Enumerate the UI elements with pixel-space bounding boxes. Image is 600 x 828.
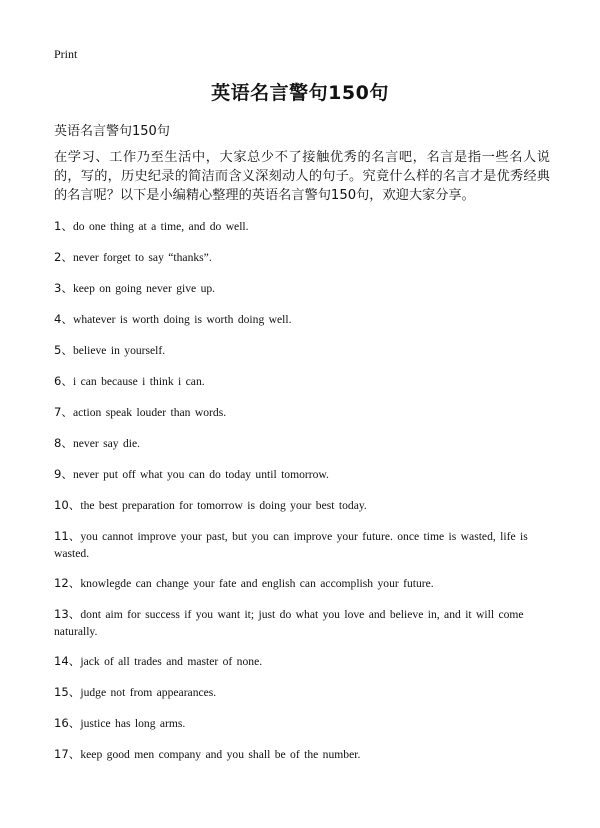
quote-text: keep on going never give up.	[72, 282, 216, 295]
quote-number: 10、	[54, 498, 81, 512]
quote-text: knowlegde can change your fate and english can accomplish your future.	[80, 577, 434, 590]
quote-number: 16、	[54, 716, 81, 730]
print-label: Print	[54, 47, 78, 61]
quote-text: action speak louder than words.	[72, 406, 227, 419]
intro-paragraph: 在学习、工作乃至生活中，大家总少不了接触优秀的名言吧，名言是指一些名人说的，写的，历史纪录的简洁而含义深刻动人的句子。究竟什么样的名言才是优秀经典的名言呢？以下是小编精心整理的英语名言警句150句，欢迎大家分享。	[54, 150, 550, 203]
quote-number: 7、	[54, 405, 73, 419]
quote-text: never forget to say “thanks”.	[72, 251, 212, 264]
quote-number: 17、	[54, 747, 81, 761]
list-item	[54, 311, 550, 342]
document-subtitle: 英语名言警句150句	[54, 124, 170, 139]
quote-text: do one thing at a time, and do well.	[72, 220, 249, 233]
quote-number: 8、	[54, 436, 73, 450]
list-item	[54, 715, 550, 746]
list-item	[54, 684, 550, 715]
list-item	[54, 653, 550, 684]
quote-number: 14、	[54, 654, 81, 668]
list-item	[54, 466, 550, 497]
list-item	[54, 528, 550, 575]
list-item	[54, 404, 550, 435]
quote-number: 12、	[54, 576, 81, 590]
quote-number: 15、	[54, 685, 81, 699]
quote-text: keep good men company and you shall be of the number.	[80, 748, 361, 761]
quote-list	[54, 218, 550, 777]
list-item	[54, 218, 550, 249]
quote-text: believe in yourself.	[72, 344, 166, 357]
list-item	[54, 606, 550, 653]
quote-number: 11、	[54, 529, 81, 543]
quote-text: jack of all trades and master of none.	[80, 655, 263, 668]
list-item	[54, 497, 550, 528]
quote-number: 1、	[54, 219, 73, 233]
list-item	[54, 249, 550, 280]
quote-text: the best preparation for tomorrow is doing your best today.	[80, 499, 367, 512]
quote-text: justice has long arms.	[80, 717, 186, 730]
list-item	[54, 435, 550, 466]
quote-text: never put off what you can do today until tomorrow.	[72, 468, 329, 481]
quote-text: i can because i think i can.	[72, 375, 205, 388]
quote-number: 5、	[54, 343, 73, 357]
page-title: 英语名言警句150句	[211, 82, 389, 104]
quote-text: dont aim for success if you want it; just do what you love and believe in, and it will come naturally.	[54, 608, 524, 638]
list-item	[54, 746, 550, 777]
quote-number: 9、	[54, 467, 73, 481]
quote-text: never say die.	[72, 437, 141, 450]
quote-number: 3、	[54, 281, 73, 295]
quote-number: 2、	[54, 250, 73, 264]
quote-number: 6、	[54, 374, 73, 388]
list-item	[54, 342, 550, 373]
list-item	[54, 575, 550, 606]
list-item	[54, 373, 550, 404]
quote-text: you cannot improve your past, but you can improve your future. once time is wasted, life is wasted.	[54, 530, 528, 560]
quote-number: 13、	[54, 607, 81, 621]
quote-text: judge not from appearances.	[80, 686, 217, 699]
quote-number: 4、	[54, 312, 73, 326]
list-item	[54, 280, 550, 311]
quote-text: whatever is worth doing is worth doing well.	[72, 313, 292, 326]
